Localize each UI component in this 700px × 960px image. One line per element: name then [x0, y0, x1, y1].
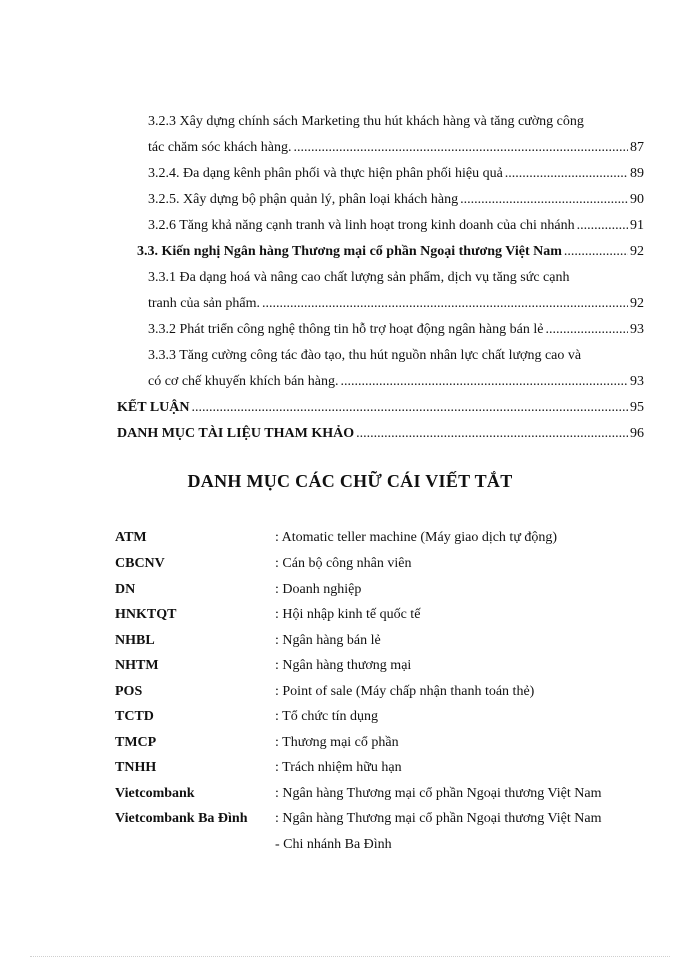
abbr-key: NHBL: [115, 633, 155, 648]
abbr-value: : Tổ chức tín dụng: [275, 709, 378, 724]
toc-dot-leader: [460, 191, 628, 209]
abbr-value: : Ngân hàng thương mại: [275, 658, 412, 673]
toc-entry-3-2-5: [148, 191, 644, 209]
toc-entry-3-2-6: [148, 217, 644, 235]
toc-dot-leader: [293, 139, 628, 157]
toc-page-number: 96: [630, 426, 644, 441]
toc-page-number: 92: [630, 244, 644, 259]
toc-entry-cont: tác chăm sóc khách hàng.: [148, 140, 292, 155]
abbr-key: NHTM: [115, 658, 159, 673]
abbr-value: : Point of sale (Máy chấp nhận thanh toán thẻ): [275, 684, 535, 699]
toc-entry-3-3: [137, 243, 644, 261]
toc-entry-tai-lieu-tham-khao: [117, 425, 644, 443]
toc-page-number: 93: [630, 322, 644, 337]
abbr-value: : Ngân hàng bán lẻ: [275, 633, 381, 648]
abbr-value: : Thương mại cổ phần: [275, 735, 399, 750]
abbr-value: : Trách nhiệm hữu hạn: [275, 760, 402, 775]
abbr-key: TCTD: [115, 709, 154, 724]
toc-entry-cont: tranh của sản phẩm.: [148, 296, 260, 311]
toc-entry-text: 3.3. Kiến nghị Ngân hàng Thương mại cổ phần Ngoại thương Việt Nam: [137, 244, 562, 259]
page-bottom-divider: [30, 956, 670, 957]
toc-entry-3-3-3-line1: [148, 347, 638, 365]
abbreviations-title: DANH MỤC CÁC CHỮ CÁI VIẾT TẮT: [187, 471, 513, 491]
abbr-key: POS: [115, 684, 143, 699]
toc-entry-cont: có cơ chế khuyến khích bán hàng.: [148, 374, 339, 389]
toc-entry-text: 3.2.6 Tăng khả năng cạnh tranh và linh hoạt trong kinh doanh của chi nhánh: [148, 218, 575, 233]
toc-dot-leader: [545, 321, 628, 339]
toc-dot-leader: [341, 373, 628, 391]
abbr-key: HNKTQT: [115, 607, 177, 622]
abbr-value: : Ngân hàng Thương mại cổ phần Ngoại thương Việt Nam: [275, 811, 602, 826]
toc-dot-leader: [505, 165, 628, 183]
toc-entry-3-2-4: [148, 165, 644, 183]
toc-page-number: 87: [630, 140, 644, 155]
toc-entry-text: 3.3.3 Tăng cường công tác đào tạo, thu hút nguồn nhân lực chất lượng cao và: [148, 348, 582, 363]
abbr-key: DN: [115, 582, 136, 597]
toc-entry-3-3-2: [148, 321, 644, 339]
toc-entry-3-2-3-line2: [148, 139, 644, 157]
toc-dot-leader: [356, 425, 628, 443]
toc-dot-leader: [577, 217, 628, 235]
toc-entry-text: 3.2.3 Xây dựng chính sách Marketing thu hút khách hàng và tăng cường công: [148, 114, 584, 129]
toc-page-number: 90: [630, 192, 644, 207]
toc-entry-text: 3.3.2 Phát triển công nghệ thông tin hỗ trợ hoạt động ngân hàng bán lẻ: [148, 322, 544, 337]
abbr-key: TNHH: [115, 760, 157, 775]
toc-entry-text: DANH MỤC TÀI LIỆU THAM KHẢO: [117, 426, 355, 441]
toc-entry-3-3-1-line2: [148, 295, 644, 313]
toc-entry-text: 3.3.1 Đa dạng hoá và nâng cao chất lượng sản phẩm, dịch vụ tăng sức cạnh: [148, 270, 570, 285]
abbr-value: : Cán bộ công nhân viên: [275, 556, 412, 571]
toc-entry-ket-luan: [117, 399, 644, 417]
abbr-value: : Doanh nghiệp: [275, 582, 362, 597]
toc-entry-text: 3.2.4. Đa dạng kênh phân phối và thực hiện phân phối hiệu quả: [148, 166, 503, 181]
toc-page-number: 91: [630, 218, 644, 233]
toc-page-number: 93: [630, 374, 644, 389]
toc-page-number: 95: [630, 400, 644, 415]
toc-entry-3-3-3-line2: [148, 373, 644, 391]
abbr-value: : Ngân hàng Thương mại cổ phần Ngoại thương Việt Nam: [275, 786, 602, 801]
toc-entry-text: 3.2.5. Xây dựng bộ phận quản lý, phân loại khách hàng: [148, 192, 459, 207]
abbr-value-cont: - Chi nhánh Ba Đình: [275, 837, 392, 852]
toc-entry-3-3-1-line1: [148, 269, 638, 287]
toc-page-number: 89: [630, 166, 644, 181]
toc-dot-leader: [564, 243, 628, 261]
abbr-key: CBCNV: [115, 556, 165, 571]
abbr-key: Vietcombank: [115, 786, 195, 801]
abbr-key: Vietcombank Ba Đình: [115, 811, 248, 826]
abbr-value: : Hội nhập kinh tế quốc tế: [275, 607, 421, 622]
abbr-value: : Atomatic teller machine (Máy giao dịch tự động): [275, 530, 558, 545]
toc-entry-3-2-3-line1: [148, 113, 638, 131]
toc-entry-text: KẾT LUẬN: [117, 400, 190, 415]
abbr-key: ATM: [115, 530, 147, 545]
toc-page-number: 92: [630, 296, 644, 311]
toc-dot-leader: [191, 399, 628, 417]
toc-dot-leader: [262, 295, 628, 313]
abbr-key: TMCP: [115, 735, 157, 750]
